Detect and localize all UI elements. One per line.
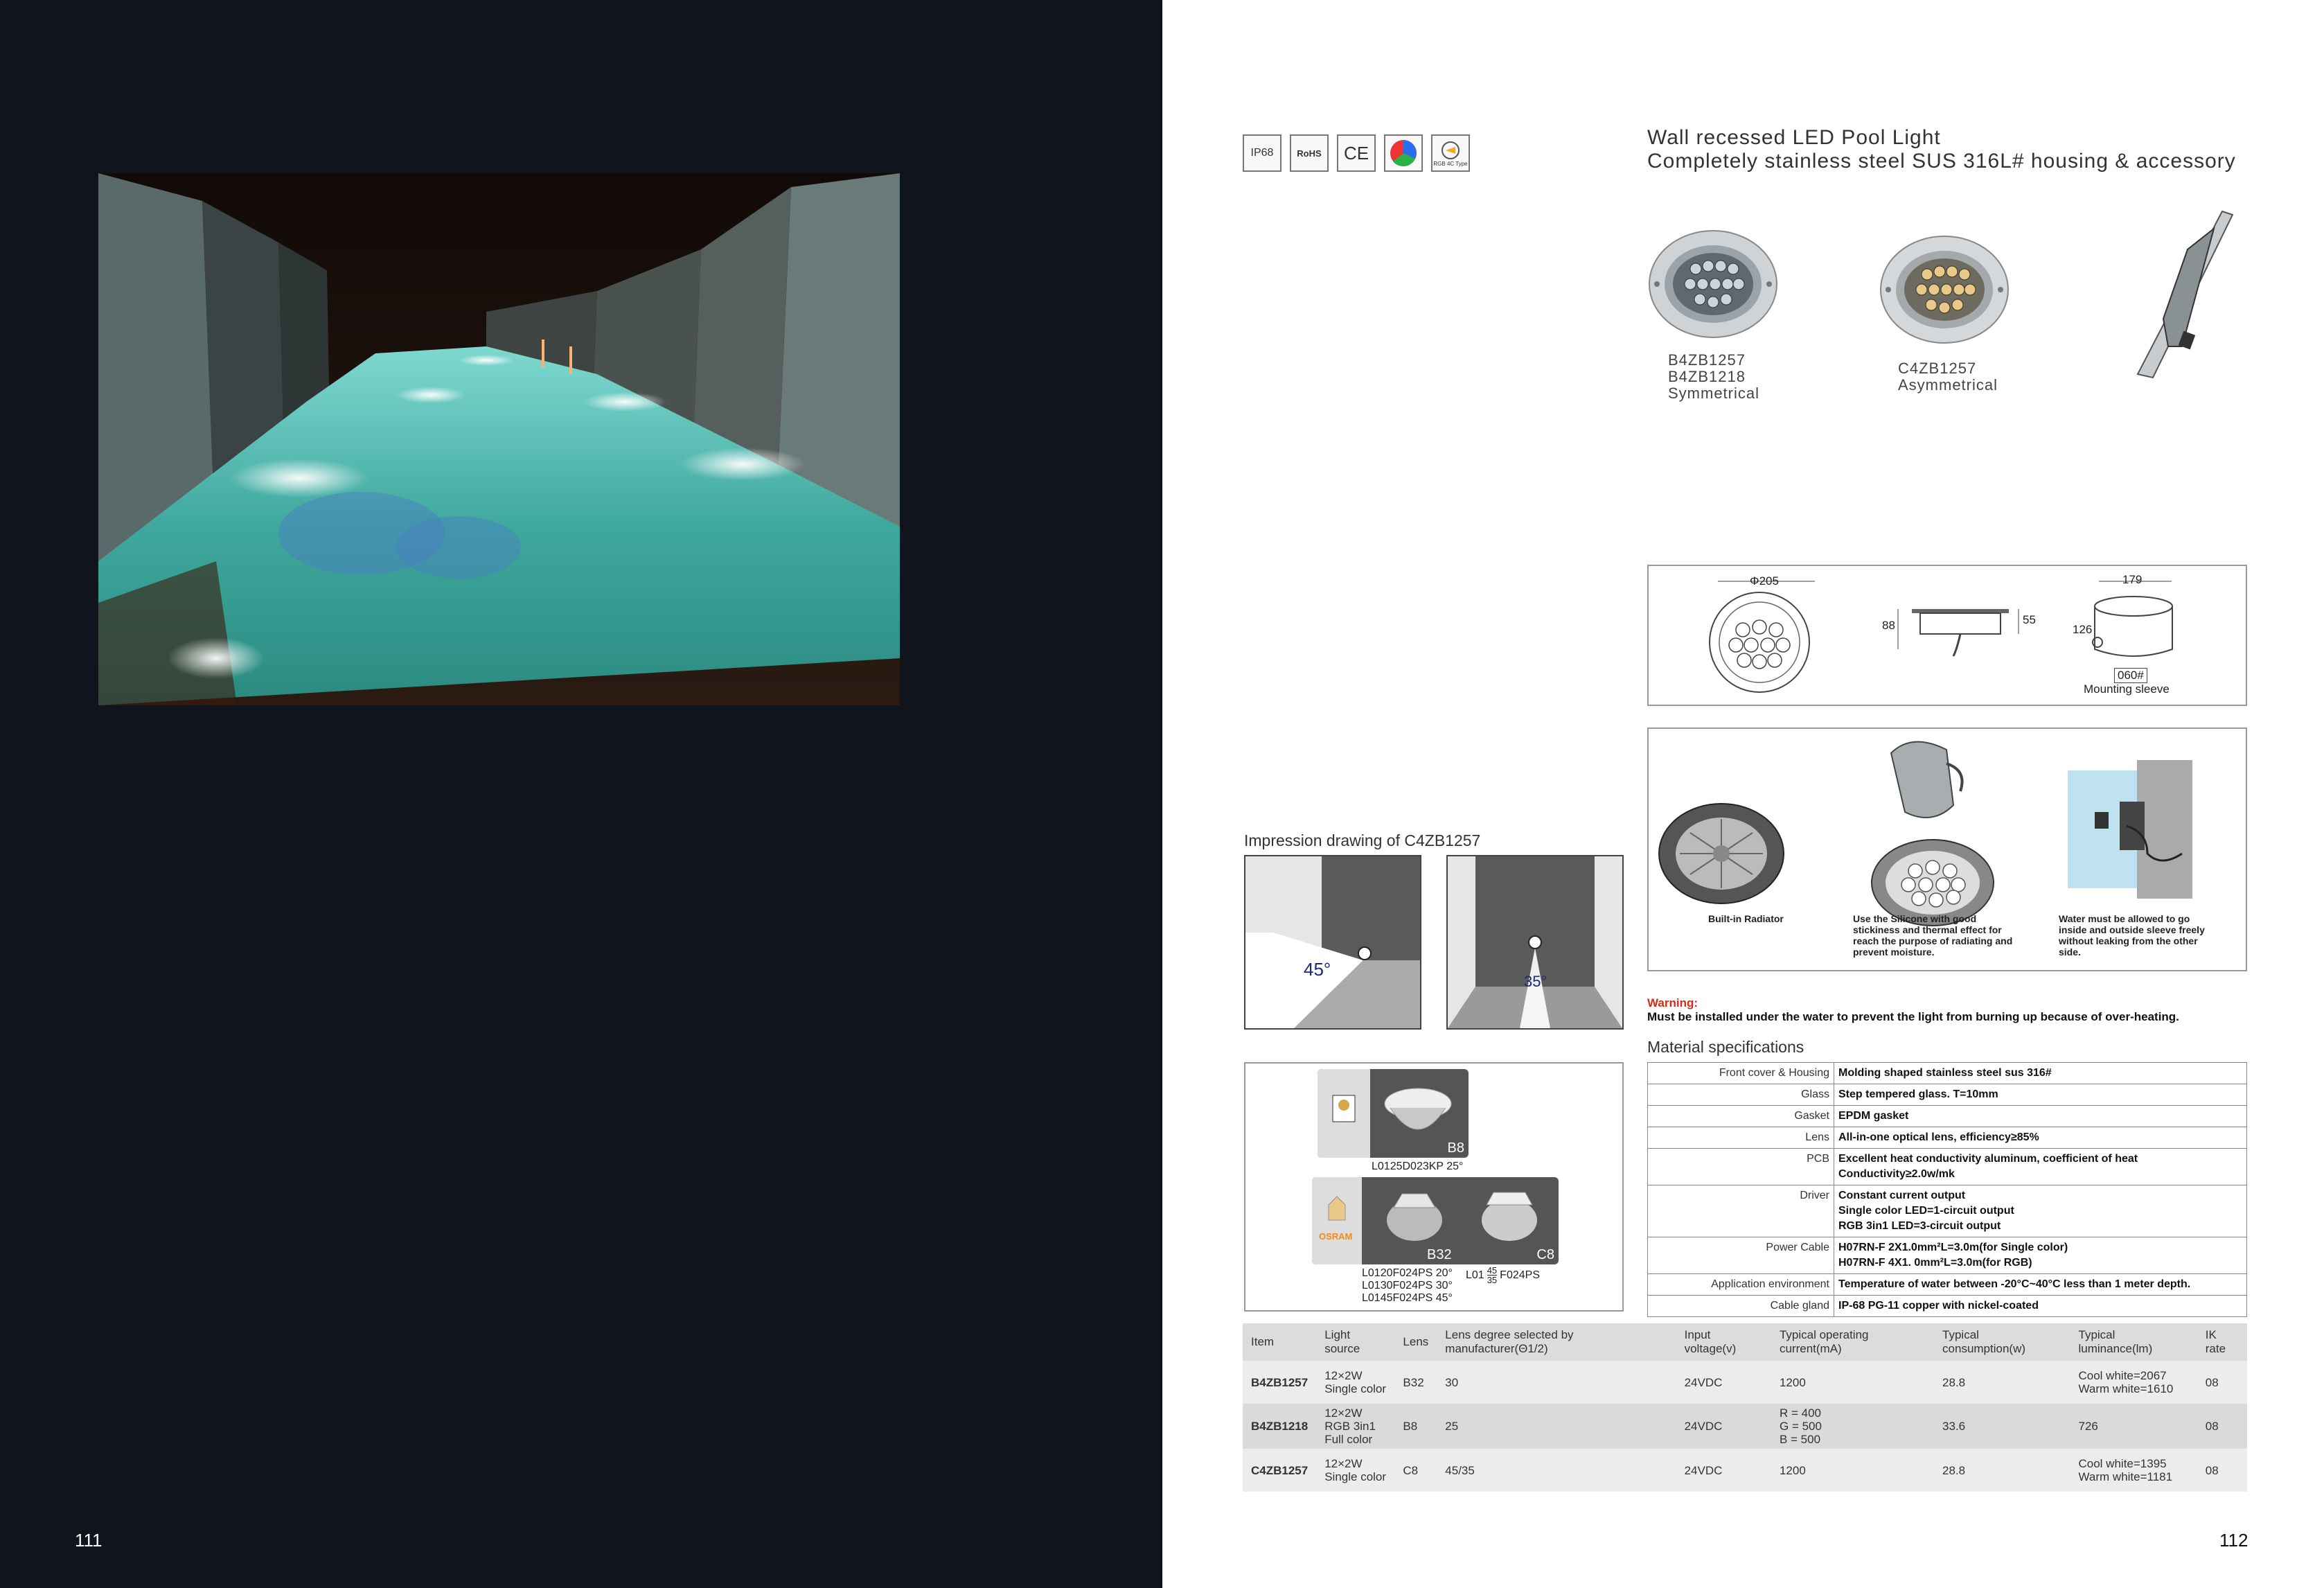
cell-line: B = 500	[1779, 1433, 1821, 1446]
model-cell-item: C4ZB1257	[1243, 1449, 1316, 1492]
material-value-line: Conductivity≥2.0w/mk	[1838, 1168, 1955, 1180]
lens-code: L0145F024PS 45°	[1362, 1292, 1453, 1304]
material-value-line: Constant current output	[1838, 1190, 1966, 1201]
feature-illustrations	[1647, 727, 2247, 971]
material-value	[1834, 1296, 2247, 1317]
model-cell-voltage: 24VDC	[1676, 1449, 1771, 1492]
feature-caption-radiator: Built-in Radiator	[1708, 913, 1784, 924]
certification-icons	[1243, 134, 1470, 172]
model-header: Typical operating current(mA)	[1771, 1323, 1934, 1361]
model-cell-ik: 08	[2197, 1404, 2247, 1449]
material-key: PCB	[1648, 1149, 1834, 1185]
material-row	[1648, 1149, 2247, 1185]
impression-drawing-45	[1244, 855, 1421, 1030]
page-number-left: 111	[75, 1530, 103, 1551]
warning-block	[1647, 996, 2179, 1024]
material-row	[1648, 1274, 2247, 1296]
cell-line: 1200	[1779, 1463, 1806, 1477]
page-number-right: 112	[2219, 1530, 2248, 1551]
right-page	[1162, 0, 2324, 1588]
material-value-line: RGB 3in1 LED=3-circuit output	[1838, 1220, 2001, 1232]
cell-line: Cool white=1395	[2078, 1457, 2167, 1470]
ce-icon: CE	[1337, 134, 1376, 172]
product-image-asymmetrical	[1879, 234, 2010, 349]
rohs-icon: RoHS	[1290, 134, 1329, 172]
material-row	[1648, 1127, 2247, 1149]
material-value	[1834, 1274, 2247, 1296]
dim-diameter: Φ205	[1750, 574, 1779, 588]
material-row	[1648, 1296, 2247, 1317]
model-cell-ik: 08	[2197, 1361, 2247, 1404]
lens-code: L0130F024PS 30°	[1362, 1280, 1453, 1291]
feature-caption-water: Water must be allowed to go inside and outside sleeve freely without leaking from the other side.	[2059, 913, 2205, 958]
model-cell-voltage: 24VDC	[1676, 1361, 1771, 1404]
product-code: B4ZB1218	[1668, 368, 1746, 385]
lens-c8-code	[1466, 1266, 1540, 1285]
model-cell-current	[1771, 1404, 1934, 1449]
material-key: Glass	[1648, 1084, 1834, 1106]
material-value-line: Excellent heat conductivity aluminum, coefficient of heat	[1838, 1153, 2138, 1165]
model-cell-degree: 45/35	[1437, 1449, 1676, 1492]
lens-c8-num: 45	[1487, 1265, 1498, 1276]
model-header: Input voltage(v)	[1676, 1323, 1771, 1361]
cell-line: Single color	[1324, 1382, 1387, 1395]
material-row	[1648, 1237, 2247, 1274]
model-cell-degree: 25	[1437, 1404, 1676, 1449]
material-row	[1648, 1063, 2247, 1084]
material-value	[1834, 1084, 2247, 1106]
cell-line: Warm white=1610	[2078, 1382, 2174, 1395]
material-row	[1648, 1185, 2247, 1237]
material-title: Material specifications	[1647, 1038, 1804, 1056]
dim-height-a: 88	[1882, 619, 1895, 632]
material-value-line: Single color LED=1-circuit output	[1838, 1205, 2014, 1217]
cell-line: 726	[2078, 1420, 2098, 1433]
model-cell-source	[1316, 1449, 1394, 1492]
lens-code: L0120F024PS 20°	[1362, 1267, 1453, 1279]
lens-b32-codes	[1362, 1267, 1453, 1305]
material-value	[1834, 1106, 2247, 1127]
product-image-side	[2132, 208, 2236, 385]
warning-text: Must be installed under the water to prevent the light from burning up because of over-heating.	[1647, 1010, 2179, 1023]
dim-height-b: 55	[2023, 613, 2036, 626]
lens-c8-den: 35	[1487, 1275, 1498, 1285]
model-cell-item: B4ZB1257	[1243, 1361, 1316, 1404]
material-value	[1834, 1237, 2247, 1274]
material-value-line: Step tempered glass. T=10mm	[1838, 1088, 1998, 1100]
impression-angle-45: 45°	[1304, 959, 1331, 980]
model-cell-lens: C8	[1394, 1449, 1437, 1492]
product-image-symmetrical	[1647, 229, 1779, 343]
model-cell-power: 28.8	[1934, 1361, 2070, 1404]
cell-line: Warm white=1181	[2078, 1470, 2173, 1483]
feature-caption-silicone: Use the Silicone with good stickiness and thermal effect for reach the purpose of radiating and prevent moisture.	[1853, 913, 2013, 958]
material-row	[1648, 1106, 2247, 1127]
material-row	[1648, 1084, 2247, 1106]
model-row	[1243, 1361, 2247, 1404]
model-cell-source	[1316, 1361, 1394, 1404]
cell-line: 12×2W	[1324, 1457, 1363, 1470]
warning-title: Warning:	[1647, 996, 1698, 1009]
model-cell-current	[1771, 1361, 1934, 1404]
model-cell-ik: 08	[2197, 1449, 2247, 1492]
cell-line: 1200	[1779, 1375, 1806, 1389]
impression-drawing-35	[1446, 855, 1624, 1030]
lens-options	[1244, 1062, 1624, 1312]
lens-b8-tag: B8	[1447, 1140, 1464, 1156]
model-row	[1243, 1449, 2247, 1492]
cell-line: G = 500	[1779, 1420, 1822, 1433]
model-header: Typical luminance(lm)	[2070, 1323, 2197, 1361]
pool-night-photo	[98, 173, 900, 705]
dim-sleeve-width: 179	[2122, 573, 2143, 586]
model-cell-power: 33.6	[1934, 1404, 2070, 1449]
lens-b32-tag: B32	[1427, 1247, 1452, 1262]
dimension-drawing	[1647, 565, 2247, 706]
material-value-line: IP-68 PG-11 copper with nickel-coated	[1838, 1300, 2039, 1312]
product-type: Asymmetrical	[1898, 376, 1998, 394]
material-value	[1834, 1063, 2247, 1084]
material-value-line: Temperature of water between -20°C~40°C less than 1 meter depth.	[1838, 1278, 2191, 1290]
dim-sleeve-height: 126	[2073, 623, 2093, 636]
model-row	[1243, 1404, 2247, 1449]
model-cell-power: 28.8	[1934, 1449, 2070, 1492]
dim-sleeve-label: Mounting sleeve	[2084, 682, 2170, 696]
material-value	[1834, 1185, 2247, 1237]
model-header: Item	[1243, 1323, 1316, 1361]
cell-line: Single color	[1324, 1470, 1387, 1483]
model-cell-lens: B32	[1394, 1361, 1437, 1404]
cell-line: RGB 3in1	[1324, 1420, 1376, 1433]
cell-line: Full color	[1324, 1433, 1373, 1446]
material-value-line: All-in-one optical lens, efficiency≥85%	[1838, 1131, 2039, 1143]
material-value-line: H07RN-F 2X1.0mm²L=3.0m(for Single color)	[1838, 1242, 2068, 1253]
cell-line: R = 400	[1779, 1406, 1821, 1420]
material-key: Application environment	[1648, 1274, 1834, 1296]
model-cell-lens: B8	[1394, 1404, 1437, 1449]
model-cell-degree: 30	[1437, 1361, 1676, 1404]
material-key: Cable gland	[1648, 1296, 1834, 1317]
material-value	[1834, 1127, 2247, 1149]
impression-title: Impression drawing of C4ZB1257	[1244, 831, 1481, 849]
cell-line: 12×2W	[1324, 1406, 1363, 1420]
material-value-line: EPDM gasket	[1838, 1110, 1909, 1122]
material-key: Power Cable	[1648, 1237, 1834, 1274]
rgb-4c-label: RGB 4C Type	[1433, 160, 1468, 167]
model-header: IK rate	[2197, 1323, 2247, 1361]
lens-b8-panel	[1318, 1069, 1469, 1158]
product-title	[1647, 126, 2236, 173]
osram-label: OSRAM	[1319, 1231, 1353, 1242]
model-cell-lum	[2070, 1449, 2197, 1492]
title-line-2: Completely stainless steel SUS 316L# housing & accessory	[1647, 150, 2236, 173]
lens-b32-c8-panel	[1312, 1177, 1559, 1264]
model-cell-lum	[2070, 1404, 2197, 1449]
rgb-icon	[1384, 134, 1423, 172]
model-header: Lens degree selected by manufacturer(Θ1/2)	[1437, 1323, 1676, 1361]
material-value-line: H07RN-F 4X1. 0mm²L=3.0m(for RGB)	[1838, 1257, 2032, 1269]
lens-c8-suffix: F024PS	[1500, 1269, 1540, 1281]
material-table	[1647, 1062, 2247, 1317]
model-header: Lens	[1394, 1323, 1437, 1361]
product-type: Symmetrical	[1668, 385, 1760, 402]
model-cell-current	[1771, 1449, 1934, 1492]
material-value-line: Molding shaped stainless steel sus 316#	[1838, 1067, 2052, 1079]
model-header: Light source	[1316, 1323, 1394, 1361]
model-cell-source	[1316, 1404, 1394, 1449]
product-code: B4ZB1257	[1668, 351, 1746, 369]
rgb-4c-type-icon	[1431, 134, 1470, 172]
material-key: Gasket	[1648, 1106, 1834, 1127]
lens-b8-code: L0125D023KP 25°	[1372, 1161, 1464, 1172]
material-value	[1834, 1149, 2247, 1185]
lens-c8-tag: C8	[1536, 1247, 1554, 1262]
material-key: Driver	[1648, 1185, 1834, 1237]
lens-c8-prefix: L01	[1466, 1269, 1484, 1281]
model-cell-lum	[2070, 1361, 2197, 1404]
title-line-1: Wall recessed LED Pool Light	[1647, 126, 1941, 149]
ip68-icon: IP68	[1243, 134, 1281, 172]
product-label-symmetrical	[1668, 352, 1759, 402]
material-key: Front cover & Housing	[1648, 1063, 1834, 1084]
model-cell-voltage: 24VDC	[1676, 1404, 1771, 1449]
product-label-asymmetrical	[1898, 360, 1998, 394]
model-cell-item: B4ZB1218	[1243, 1404, 1316, 1449]
model-table	[1243, 1323, 2247, 1492]
cell-line: 12×2W	[1324, 1369, 1363, 1382]
material-key: Lens	[1648, 1127, 1834, 1149]
cell-line: Cool white=2067	[2078, 1369, 2167, 1382]
dim-sleeve-tag: 060#	[2114, 668, 2147, 683]
product-code: C4ZB1257	[1898, 360, 1977, 377]
impression-angle-35: 35°	[1524, 973, 1547, 990]
model-header: Typical consumption(w)	[1934, 1323, 2070, 1361]
